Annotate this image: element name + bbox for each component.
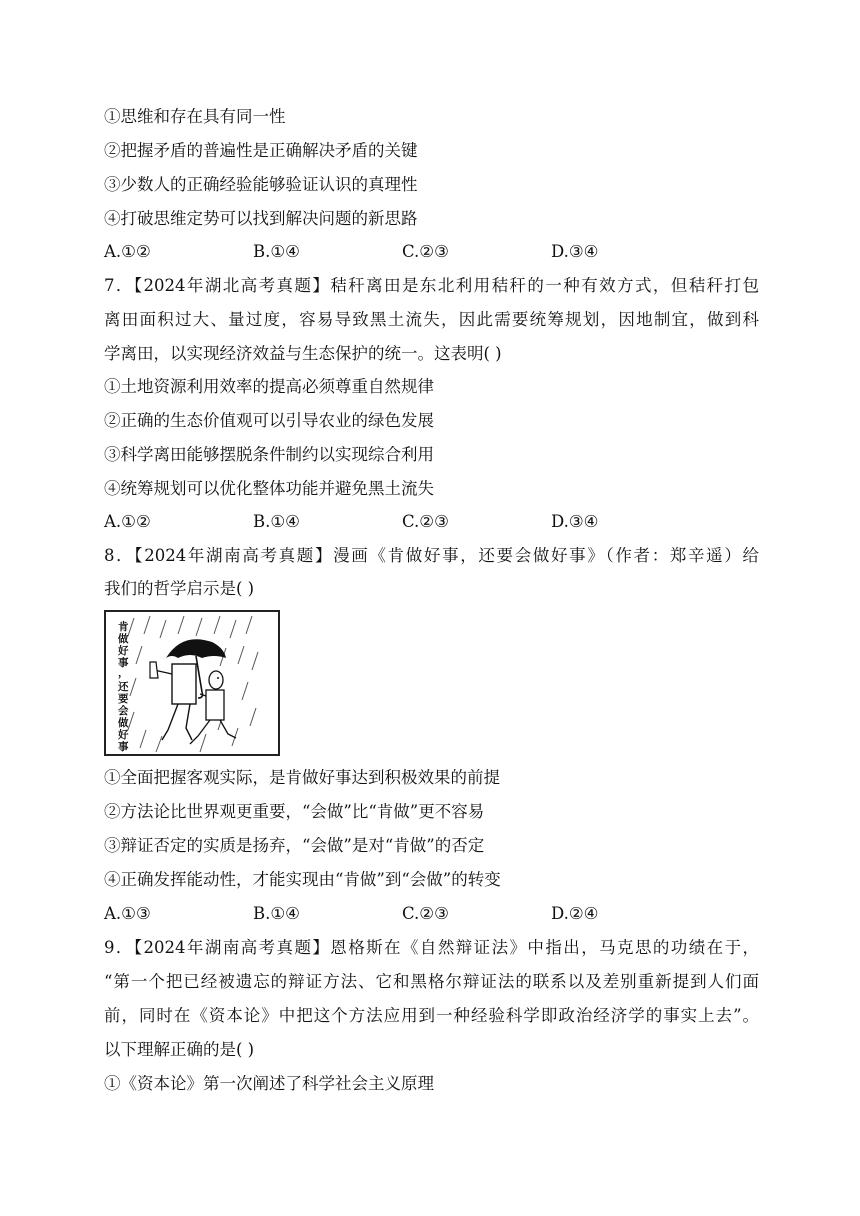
left-figure-body: [172, 664, 196, 704]
q9-stem-line-1: 9．【2024年湖南高考真题】恩格斯在《自然辩证法》中指出，马克思的功绩在于，: [104, 938, 759, 957]
right-figure-body: [206, 690, 224, 720]
q7-item-2: ②正确的生态价值观可以引导农业的绿色发展: [104, 411, 434, 430]
q7-item-1: ①土地资源利用效率的提高必须尊重自然规律: [104, 377, 434, 396]
svg-text:做: 做: [118, 717, 129, 729]
q7-stem-line-2: 离田面积过大、量过度，容易导致黑土流失，因此需要统筹规划，因地制宜，做到科: [104, 310, 759, 329]
svg-text:做: 做: [118, 633, 129, 645]
q8-item-3: ③辩证否定的实质是扬弃，“会做”是对“肯做”的否定: [104, 836, 485, 855]
svg-text:会: 会: [118, 705, 129, 717]
q7-item-4: ④统筹规划可以优化整体功能并避免黑土流失: [104, 479, 434, 498]
svg-text:，: ，: [118, 667, 129, 679]
umbrella-canopy: [166, 639, 226, 658]
q8-options: [104, 902, 700, 926]
q8-item-1: ①全面把握客观实际，是肯做好事达到积极效果的前提: [104, 768, 500, 787]
q6-item-4: ④打破思维定势可以找到解决问题的新思路: [104, 209, 418, 228]
q6-option-a[interactable]: A.①②: [104, 242, 151, 261]
q8-option-d[interactable]: D.②④: [551, 904, 599, 923]
q8-option-c[interactable]: C.②③: [402, 904, 449, 923]
q7-stem-line-1: 7．【2024年湖北高考真题】秸秆离田是东北利用秸秆的一种有效方式，但秸秆打包: [104, 276, 759, 295]
q9-stem-line-3: 前，同时在《资本论》中把这个方法应用到一种经验科学即政治经济学的事实上去”。: [104, 1006, 759, 1025]
q9-item-1: ①《资本论》第一次阐述了科学社会主义原理: [104, 1074, 434, 1093]
q8-item-2: ②方法论比世界观更重要，“会做”比“肯做”更不容易: [104, 802, 485, 821]
svg-text:肯: 肯: [118, 621, 129, 633]
q6-item-3: ③少数人的正确经验能够验证认识的真理性: [104, 175, 418, 194]
q7-item-3: ③科学离田能够摆脱条件制约以实现综合利用: [104, 445, 434, 464]
q8-item-4: ④正确发挥能动性，才能实现由“肯做”到“会做”的转变: [104, 870, 501, 889]
svg-text:事: 事: [118, 657, 129, 669]
q6-option-c[interactable]: C.②③: [402, 242, 449, 261]
q7-option-a[interactable]: A.①②: [104, 512, 151, 531]
q9-stem-line-2: “第一个把已经被遗忘的辩证方法、它和黑格尔辩证法的联系以及差别重新提到人们面: [104, 972, 759, 991]
q6-options: [104, 240, 700, 264]
q7-option-d[interactable]: D.③④: [551, 512, 599, 531]
comic-caption: [117, 620, 129, 753]
q7-option-c[interactable]: C.②③: [402, 512, 449, 531]
q7-option-b[interactable]: B.①④: [253, 512, 300, 531]
svg-text:事: 事: [118, 741, 129, 753]
q9-stem-line-4: 以下理解正确的是( ): [104, 1040, 255, 1059]
q6-item-2: ②把握矛盾的普遍性是正确解决矛盾的关键: [104, 141, 418, 160]
q7-stem-line-3: 学离田，以实现经济效益与生态保护的统一。这表明( ): [104, 344, 502, 363]
q8-option-a[interactable]: A.①③: [104, 904, 151, 923]
svg-text:要: 要: [118, 693, 129, 705]
svg-text:好: 好: [118, 645, 129, 657]
q8-stem-line-2: 我们的哲学启示是( ): [104, 579, 255, 598]
q8-option-b[interactable]: B.①④: [253, 904, 300, 923]
q6-option-d[interactable]: D.③④: [551, 242, 599, 261]
svg-text:好: 好: [118, 729, 129, 741]
svg-text:还: 还: [118, 681, 129, 693]
comic-illustration: [104, 610, 280, 756]
q8-stem-line-1: 8．【2024年湖南高考真题】漫画《肯做好事，还要会做好事》（作者：郑辛遥）给: [104, 546, 759, 565]
q6-option-b[interactable]: B.①④: [253, 242, 300, 261]
q6-item-1: ①思维和存在具有同一性: [104, 107, 286, 126]
q7-options: [104, 510, 700, 534]
